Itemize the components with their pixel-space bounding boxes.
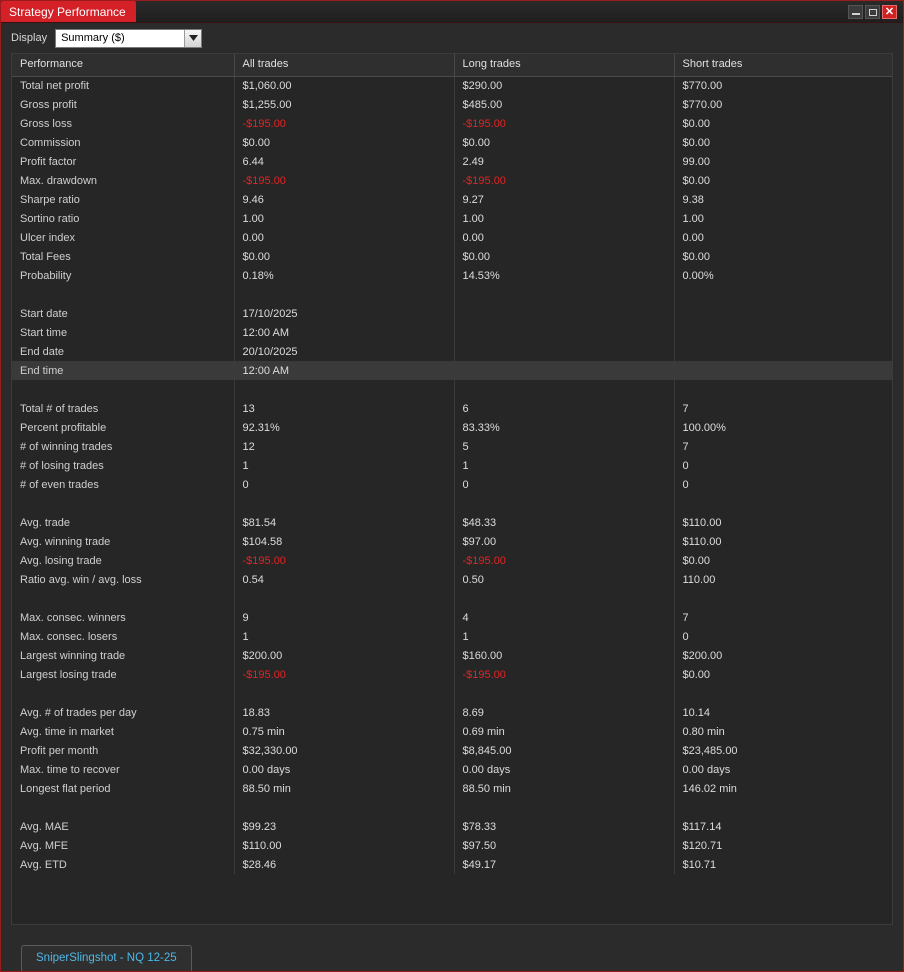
table-row[interactable] (12, 399, 892, 418)
cell-long-trades: $0.00 (454, 133, 674, 152)
cell-short-trades: 110.00 (682, 573, 716, 586)
table-header-row (12, 54, 892, 76)
cell-all-trades: $99.23 (234, 817, 454, 836)
cell-short-trades: 7 (682, 440, 689, 453)
cell-short-trades: 7 (682, 611, 689, 624)
column-header-short-trades[interactable]: Short trades (674, 54, 892, 76)
row-label: Total # of trades (12, 399, 234, 418)
cell-long-trades: 0 (454, 475, 674, 494)
cell-short-trades: $120.71 (682, 839, 723, 852)
cell-short-trades (674, 342, 892, 361)
window-title: Strategy Performance (9, 5, 126, 19)
title-bar-filler (136, 1, 848, 22)
display-toolbar (1, 23, 903, 53)
table-row[interactable] (12, 836, 892, 855)
table-row[interactable] (12, 855, 892, 874)
cell-short-trades: 0.80 min (682, 725, 725, 738)
chevron-down-icon[interactable] (184, 30, 201, 47)
row-label: Total Fees (12, 247, 234, 266)
cell-short-trades: 99.00 (682, 155, 711, 168)
cell-all-trades: 0.00 (234, 228, 454, 247)
cell-short-trades (674, 684, 892, 703)
cell-long-trades: 5 (454, 437, 674, 456)
row-label (12, 285, 234, 304)
cell-all-trades (234, 494, 454, 513)
cell-all-trades: $104.58 (234, 532, 454, 551)
window-title-tab[interactable] (1, 1, 136, 22)
bottom-tab-label: SniperSlingshot - NQ 12-25 (36, 952, 177, 964)
table-row[interactable] (12, 114, 892, 133)
cell-short-trades: 9.38 (682, 193, 704, 206)
cell-short-trades: 0 (682, 630, 689, 643)
row-label: Total net profit (12, 76, 234, 95)
cell-long-trades: 0.00 days (454, 760, 674, 779)
table-spacer-row (12, 684, 892, 703)
cell-long-trades: $8,845.00 (454, 741, 674, 760)
table-row[interactable] (12, 703, 892, 722)
cell-all-trades: 13 (234, 399, 454, 418)
cell-all-trades: 0.00 days (234, 760, 454, 779)
row-label: Longest flat period (12, 779, 234, 798)
table-row[interactable] (12, 95, 892, 114)
table-row[interactable] (12, 665, 892, 684)
table-row[interactable] (12, 152, 892, 171)
cell-short-trades: $110.00 (682, 516, 722, 529)
column-header-all-trades[interactable]: All trades (234, 54, 454, 76)
cell-short-trades (674, 304, 892, 323)
row-label: Avg. # of trades per day (12, 703, 234, 722)
table-row[interactable] (12, 570, 892, 589)
cell-all-trades: -$195.00 (234, 665, 454, 684)
cell-all-trades: $28.46 (234, 855, 454, 874)
row-label: Avg. losing trade (12, 551, 234, 570)
cell-long-trades: -$195.00 (454, 551, 674, 570)
cell-all-trades: 0 (234, 475, 454, 494)
table-row[interactable] (12, 342, 892, 361)
cell-long-trades: $0.00 (454, 247, 674, 266)
cell-long-trades: -$195.00 (454, 114, 674, 133)
cell-long-trades: 2.49 (454, 152, 674, 171)
title-bar (1, 1, 903, 23)
cell-all-trades (234, 684, 454, 703)
row-label: Start time (12, 323, 234, 342)
table-row[interactable] (12, 418, 892, 437)
table-spacer-row (12, 285, 892, 304)
cell-long-trades: $78.33 (454, 817, 674, 836)
cell-long-trades (454, 285, 674, 304)
table-row[interactable] (12, 722, 892, 741)
row-label (12, 380, 234, 399)
row-label: Max. consec. winners (12, 608, 234, 627)
row-label: Profit per month (12, 741, 234, 760)
cell-short-trades: 0.00 (682, 231, 704, 244)
cell-short-trades: 146.02 min (682, 782, 737, 795)
cell-long-trades: $485.00 (454, 95, 674, 114)
table-row[interactable] (12, 190, 892, 209)
cell-all-trades: $81.54 (234, 513, 454, 532)
cell-short-trades: 1.00 (682, 212, 704, 225)
cell-short-trades: 10.14 (682, 706, 711, 719)
cell-long-trades (454, 589, 674, 608)
cell-all-trades: 9.46 (234, 190, 454, 209)
cell-all-trades: -$195.00 (234, 551, 454, 570)
cell-long-trades: -$195.00 (454, 665, 674, 684)
cell-all-trades: 88.50 min (234, 779, 454, 798)
table-row[interactable] (12, 247, 892, 266)
cell-all-trades: 92.31% (234, 418, 454, 437)
table-row[interactable] (12, 228, 892, 247)
row-label: Avg. ETD (12, 855, 234, 874)
cell-all-trades: 20/10/2025 (234, 342, 454, 361)
cell-long-trades: -$195.00 (454, 171, 674, 190)
cell-short-trades: $110.00 (682, 535, 722, 548)
cell-all-trades: 12:00 AM (234, 361, 454, 380)
table-row[interactable] (12, 551, 892, 570)
cell-all-trades: $0.00 (234, 247, 454, 266)
row-label: Profit factor (12, 152, 234, 171)
cell-long-trades: 1 (454, 627, 674, 646)
display-label: Display (11, 32, 48, 44)
cell-all-trades: 6.44 (234, 152, 454, 171)
table-row[interactable] (12, 627, 892, 646)
row-label: Probability (12, 266, 234, 285)
cell-long-trades: 1 (454, 456, 674, 475)
column-header-performance[interactable]: Performance (12, 54, 234, 76)
row-label: Avg. time in market (12, 722, 234, 741)
cell-long-trades (454, 323, 674, 342)
row-label (12, 494, 234, 513)
cell-short-trades: $0.00 (682, 174, 711, 187)
cell-all-trades: $0.00 (234, 133, 454, 152)
performance-table-body (12, 76, 892, 874)
row-label: Max. drawdown (12, 171, 234, 190)
cell-short-trades: $770.00 (682, 79, 723, 92)
row-label: # of losing trades (12, 456, 234, 475)
row-label: Sortino ratio (12, 209, 234, 228)
cell-long-trades: $160.00 (454, 646, 674, 665)
display-select-value: Summary ($) (61, 32, 125, 44)
cell-long-trades: 6 (454, 399, 674, 418)
tab-sniperslingshot-nq-12-25[interactable] (21, 945, 192, 971)
table-row[interactable] (12, 646, 892, 665)
cell-long-trades (454, 684, 674, 703)
cell-short-trades: $0.00 (682, 668, 711, 681)
row-label: Largest winning trade (12, 646, 234, 665)
row-label: Largest losing trade (12, 665, 234, 684)
table-row[interactable] (12, 437, 892, 456)
window-controls (848, 1, 903, 22)
cell-long-trades: $97.50 (454, 836, 674, 855)
table-row[interactable] (12, 456, 892, 475)
cell-long-trades: $290.00 (454, 76, 674, 95)
cell-short-trades: $117.14 (682, 820, 722, 833)
cell-all-trades: 9 (234, 608, 454, 627)
row-label: Gross profit (12, 95, 234, 114)
table-spacer-row (12, 589, 892, 608)
row-label: Ratio avg. win / avg. loss (12, 570, 234, 589)
cell-short-trades: 0 (682, 459, 689, 472)
cell-short-trades (674, 798, 892, 817)
row-label: Percent profitable (12, 418, 234, 437)
cell-long-trades (454, 494, 674, 513)
table-row[interactable] (12, 760, 892, 779)
row-label: Gross loss (12, 114, 234, 133)
cell-all-trades (234, 380, 454, 399)
cell-short-trades: $10.71 (682, 858, 717, 871)
row-label: End date (12, 342, 234, 361)
cell-long-trades: 88.50 min (454, 779, 674, 798)
row-label: Avg. winning trade (12, 532, 234, 551)
cell-all-trades: 18.83 (234, 703, 454, 722)
row-label (12, 798, 234, 817)
row-label: Sharpe ratio (12, 190, 234, 209)
cell-long-trades: $48.33 (454, 513, 674, 532)
cell-all-trades: 1 (234, 456, 454, 475)
cell-all-trades: 0.75 min (234, 722, 454, 741)
column-header-long-trades[interactable]: Long trades (454, 54, 674, 76)
minimize-icon[interactable] (848, 5, 863, 19)
table-row[interactable] (12, 361, 892, 380)
cell-all-trades (234, 589, 454, 608)
cell-short-trades: $0.00 (682, 554, 711, 567)
cell-all-trades: -$195.00 (234, 171, 454, 190)
cell-long-trades: 8.69 (454, 703, 674, 722)
cell-long-trades: 0.00 (454, 228, 674, 247)
maximize-icon[interactable] (865, 5, 880, 19)
cell-long-trades: 14.53% (454, 266, 674, 285)
performance-table (12, 54, 892, 874)
cell-all-trades: $200.00 (234, 646, 454, 665)
row-label: Avg. MAE (12, 817, 234, 836)
table-row[interactable] (12, 76, 892, 95)
table-row[interactable] (12, 608, 892, 627)
table-row[interactable] (12, 304, 892, 323)
table-row[interactable] (12, 741, 892, 760)
row-label: Avg. MFE (12, 836, 234, 855)
table-row[interactable] (12, 266, 892, 285)
table-row[interactable] (12, 133, 892, 152)
row-label: Start date (12, 304, 234, 323)
row-label: Max. consec. losers (12, 627, 234, 646)
cell-short-trades: $200.00 (682, 649, 723, 662)
table-row[interactable] (12, 209, 892, 228)
cell-short-trades: $0.00 (682, 117, 711, 130)
table-row[interactable] (12, 779, 892, 798)
cell-short-trades (674, 589, 892, 608)
cell-short-trades: $770.00 (682, 98, 723, 111)
cell-long-trades: 0.69 min (454, 722, 674, 741)
table-row[interactable] (12, 513, 892, 532)
table-row[interactable] (12, 171, 892, 190)
table-row[interactable] (12, 475, 892, 494)
row-label: # of winning trades (12, 437, 234, 456)
table-row[interactable] (12, 817, 892, 836)
row-label: Commission (12, 133, 234, 152)
cell-all-trades: 12 (234, 437, 454, 456)
cell-long-trades (454, 798, 674, 817)
cell-all-trades: 0.18% (234, 266, 454, 285)
cell-long-trades (454, 361, 674, 380)
cell-short-trades: 0 (682, 478, 689, 491)
cell-short-trades: 0.00% (682, 269, 714, 282)
cell-all-trades: $1,255.00 (234, 95, 454, 114)
display-select[interactable] (55, 29, 202, 48)
cell-all-trades (234, 798, 454, 817)
cell-long-trades (454, 380, 674, 399)
cell-long-trades: $49.17 (454, 855, 674, 874)
cell-short-trades: 100.00% (682, 421, 726, 434)
cell-long-trades: 83.33% (454, 418, 674, 437)
row-label: Ulcer index (12, 228, 234, 247)
cell-all-trades (234, 285, 454, 304)
cell-all-trades: 1.00 (234, 209, 454, 228)
bottom-tab-bar (1, 941, 903, 971)
cell-all-trades: -$195.00 (234, 114, 454, 133)
cell-short-trades: 0.00 days (682, 763, 731, 776)
cell-all-trades: 1 (234, 627, 454, 646)
cell-long-trades: 9.27 (454, 190, 674, 209)
cell-short-trades: $0.00 (682, 136, 711, 149)
cell-short-trades: $23,485.00 (682, 744, 738, 757)
table-spacer-row (12, 380, 892, 399)
cell-long-trades: 0.50 (454, 570, 674, 589)
table-spacer-row (12, 798, 892, 817)
performance-table-container (11, 53, 893, 925)
cell-short-trades (674, 380, 892, 399)
cell-long-trades (454, 342, 674, 361)
cell-long-trades: $97.00 (454, 532, 674, 551)
table-row[interactable] (12, 323, 892, 342)
row-label: # of even trades (12, 475, 234, 494)
row-label: Avg. trade (12, 513, 234, 532)
cell-short-trades: 7 (682, 402, 689, 415)
cell-all-trades: 17/10/2025 (234, 304, 454, 323)
cell-long-trades: 1.00 (454, 209, 674, 228)
cell-short-trades (674, 285, 892, 304)
cell-short-trades (674, 361, 892, 380)
cell-short-trades: $0.00 (682, 250, 711, 263)
cell-all-trades: 0.54 (234, 570, 454, 589)
cell-all-trades: 12:00 AM (234, 323, 454, 342)
row-label (12, 589, 234, 608)
cell-long-trades: 4 (454, 608, 674, 627)
cell-long-trades (454, 304, 674, 323)
row-label: End time (12, 361, 234, 380)
cell-all-trades: $110.00 (234, 836, 454, 855)
row-label (12, 684, 234, 703)
cell-short-trades (674, 494, 892, 513)
row-label: Max. time to recover (12, 760, 234, 779)
table-row[interactable] (12, 532, 892, 551)
cell-all-trades: $32,330.00 (234, 741, 454, 760)
cell-short-trades (674, 323, 892, 342)
cell-all-trades: $1,060.00 (234, 76, 454, 95)
table-spacer-row (12, 494, 892, 513)
close-icon[interactable]: ✕ (882, 5, 897, 19)
